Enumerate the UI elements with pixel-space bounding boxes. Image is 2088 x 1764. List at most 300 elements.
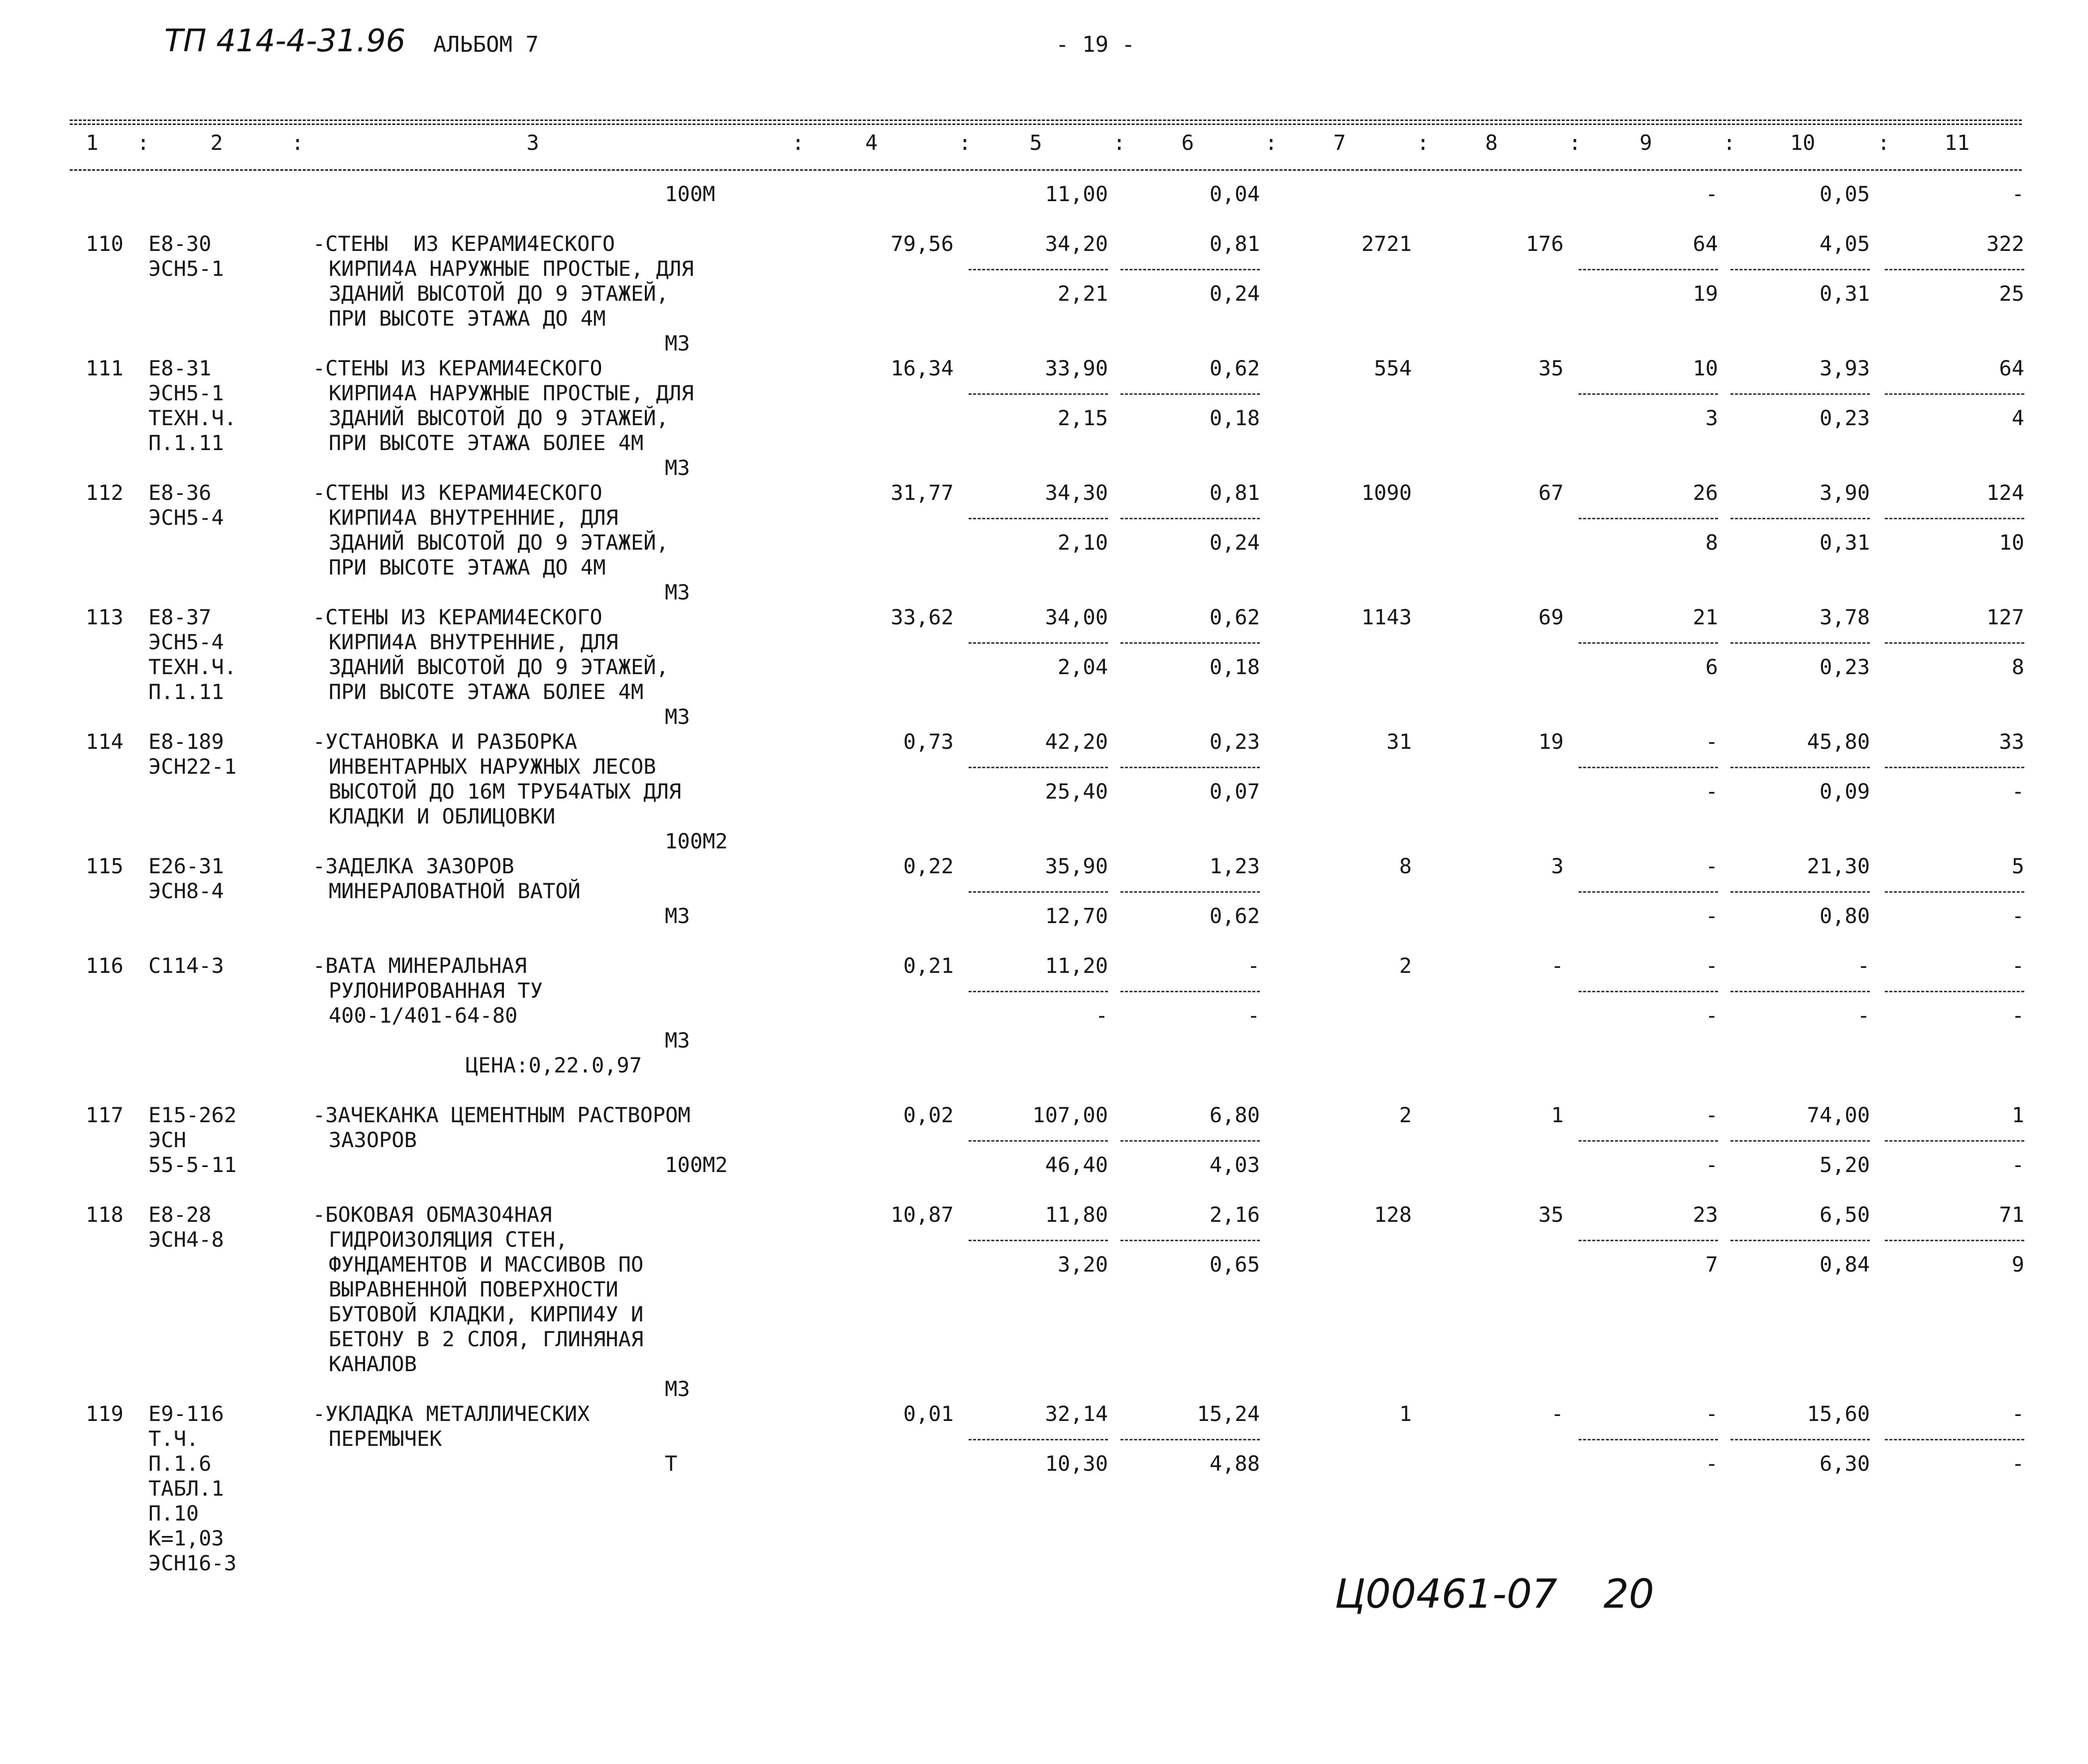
cell-8: 1: [1551, 1103, 1564, 1127]
unit-label: М3: [665, 1377, 690, 1401]
cell-11-lower: -: [2011, 1153, 2024, 1177]
fraction-line: [1885, 642, 2024, 644]
work-description: БУТОВОЙ КЛАДКИ, КИРПИ4У И: [329, 1302, 644, 1326]
cell-6: 6,80: [1209, 1103, 1260, 1127]
fraction-line: [969, 1240, 1108, 1241]
cell-5: 35,90: [1045, 854, 1108, 878]
fraction-line: [1885, 767, 2024, 768]
rate-code: Е9-116: [148, 1402, 224, 1426]
cell-9: 23: [1693, 1202, 1718, 1227]
table-top-rule: [70, 119, 2022, 121]
cell-6: 0,81: [1209, 480, 1260, 505]
cell-5-lower: 2,15: [1057, 406, 1108, 430]
rate-code: Е8-189: [148, 729, 224, 754]
work-description: ЗДАНИЙ ВЫСОТОЙ ДО 9 ЭТАЖЕЙ,: [329, 655, 669, 679]
cell-11: 71: [1999, 1202, 2024, 1227]
album-label: АЛЬБОМ 7: [433, 32, 539, 57]
rate-code: ЭСН5-4: [148, 630, 224, 654]
work-description: -СТЕНЫ ИЗ КЕРАМИ4ЕСКОГО: [313, 605, 603, 629]
cell-11: 322: [1986, 232, 2024, 256]
table-header-rule: [70, 169, 2022, 171]
fraction-line: [1579, 1240, 1718, 1241]
cell-10: -: [1857, 953, 1870, 978]
cell-9-lower: 19: [1693, 281, 1718, 306]
fraction-line: [969, 1140, 1108, 1142]
fraction-line: [1579, 269, 1718, 270]
cell-5-lower: 2,21: [1057, 281, 1108, 306]
cell-5-lower: 12,70: [1045, 904, 1108, 928]
fraction-line: [1730, 1140, 1870, 1142]
rate-code: ТЕХН.Ч.: [148, 406, 237, 430]
column-number: 9: [1639, 130, 1652, 155]
fraction-line: [1730, 269, 1870, 270]
column-number: 6: [1181, 130, 1194, 155]
cell-11: -: [2011, 1402, 2024, 1426]
cell-c10: 0,05: [1819, 182, 1870, 206]
cell-9: 21: [1693, 605, 1718, 629]
cell-11: -: [2011, 953, 2024, 978]
cell-9: 26: [1693, 480, 1718, 505]
fraction-line: [1730, 642, 1870, 644]
work-description: 400-1/401-64-80: [329, 1003, 518, 1028]
fraction-line: [969, 518, 1108, 519]
cell-4: 10,87: [890, 1202, 954, 1227]
cell-11-lower: 10: [1999, 530, 2024, 555]
work-description: ВЫСОТОЙ ДО 16М ТРУБ4АТЫХ ДЛЯ: [329, 779, 682, 804]
fraction-line: [1120, 1439, 1260, 1440]
cell-c9: -: [1705, 182, 1718, 206]
fraction-line: [1885, 1240, 2024, 1241]
column-separator: :: [291, 130, 304, 155]
rate-code: ЭСН5-1: [148, 256, 224, 281]
cell-7: 2: [1399, 1103, 1412, 1127]
cell-8: 3: [1551, 854, 1564, 878]
cell-4: 0,22: [903, 854, 954, 878]
column-separator: :: [1265, 130, 1278, 155]
cell-6: 0,23: [1209, 729, 1260, 754]
cell-7: 1090: [1361, 480, 1412, 505]
work-description: ВЫРАВНЕННОЙ ПОВЕРХНОСТИ: [329, 1277, 618, 1301]
fraction-line: [1885, 518, 2024, 519]
cell-6-lower: 4,88: [1209, 1451, 1260, 1476]
work-description: БЕТОНУ В 2 СЛОЯ, ГЛИНЯНАЯ: [329, 1327, 644, 1351]
cell-9-lower: 6: [1705, 655, 1718, 679]
cell-11-lower: -: [2011, 1451, 2024, 1476]
cell-10-lower: 0,23: [1819, 655, 1870, 679]
work-description: ПРИ ВЫСОТЕ ЭТАЖА ДО 4М: [329, 555, 606, 580]
cell-5: 34,20: [1045, 232, 1108, 256]
cell-9-lower: -: [1705, 1153, 1718, 1177]
rate-code: ЭСН8-4: [148, 879, 224, 903]
cell-7: 2721: [1361, 232, 1412, 256]
work-description: -ЗАЧЕКАНКА ЦЕМЕНТНЫМ РАСТВОРОМ: [313, 1103, 691, 1127]
column-number: 10: [1790, 130, 1816, 155]
row-number: 110: [86, 232, 123, 256]
cell-5: 32,14: [1045, 1402, 1108, 1426]
cell-6-lower: 0,62: [1209, 904, 1260, 928]
cell-9-lower: 3: [1705, 406, 1718, 430]
cell-5-lower: -: [1095, 1003, 1108, 1028]
cell-8: 35: [1538, 1202, 1564, 1227]
cell-5: 11,80: [1045, 1202, 1108, 1227]
cell-6-lower: -: [1247, 1003, 1260, 1028]
rate-code: С114-3: [148, 953, 224, 978]
page-number: - 19 -: [1056, 32, 1135, 57]
unit-label: 100М2: [665, 1153, 728, 1177]
work-description: КЛАДКИ И ОБЛИЦОВКИ: [329, 804, 556, 828]
work-description: РУЛОНИРОВАННАЯ ТУ: [329, 978, 543, 1003]
cell-10: 3,78: [1819, 605, 1870, 629]
work-description: -ЗАДЕЛКА ЗАЗОРОВ: [313, 854, 514, 878]
cell-6: 1,23: [1209, 854, 1260, 878]
cell-10-lower: 0,23: [1819, 406, 1870, 430]
column-separator: :: [1569, 130, 1582, 155]
rate-code: ТАБЛ.1: [148, 1476, 224, 1501]
row-number: 111: [86, 356, 123, 380]
unit-label: М3: [665, 456, 690, 480]
fraction-line: [969, 891, 1108, 893]
unit-label: 100М: [665, 182, 716, 206]
cell-c6: 0,04: [1209, 182, 1260, 206]
row-number: 117: [86, 1103, 123, 1127]
cell-4: 31,77: [890, 480, 954, 505]
fraction-line: [969, 991, 1108, 992]
rate-code: Е8-31: [148, 356, 212, 380]
fraction-line: [969, 767, 1108, 768]
cell-7: 31: [1386, 729, 1412, 754]
cell-10-lower: 0,80: [1819, 904, 1870, 928]
row-number: 115: [86, 854, 123, 878]
cell-11: 124: [1986, 480, 2024, 505]
fraction-line: [1579, 991, 1718, 992]
cell-5-lower: 25,40: [1045, 779, 1108, 804]
column-separator: :: [792, 130, 805, 155]
fraction-line: [1120, 891, 1260, 893]
column-number: 8: [1485, 130, 1498, 155]
fraction-line: [1885, 991, 2024, 992]
cell-9: -: [1705, 854, 1718, 878]
fraction-line: [1579, 891, 1718, 893]
cell-10-lower: -: [1857, 1003, 1870, 1028]
rate-code: Е8-37: [148, 605, 212, 629]
cell-6: 0,62: [1209, 356, 1260, 380]
cell-10-lower: 0,31: [1819, 281, 1870, 306]
cell-5: 33,90: [1045, 356, 1108, 380]
cell-10: 6,50: [1819, 1202, 1870, 1227]
unit-label: М3: [665, 904, 690, 928]
column-number: 11: [1944, 130, 1970, 155]
cell-9-lower: 7: [1705, 1252, 1718, 1277]
cell-6-lower: 0,65: [1209, 1252, 1260, 1277]
work-description: ФУНДАМЕНТОВ И МАССИВОВ ПО: [329, 1252, 644, 1277]
cell-6-lower: 0,18: [1209, 406, 1260, 430]
cell-6-lower: 0,24: [1209, 281, 1260, 306]
row-number: 119: [86, 1402, 123, 1426]
column-number: 5: [1029, 130, 1042, 155]
column-number: 7: [1333, 130, 1346, 155]
cell-11: 1: [2011, 1103, 2024, 1127]
cell-11: 5: [2011, 854, 2024, 878]
cell-4: 0,02: [903, 1103, 954, 1127]
fraction-line: [1120, 767, 1260, 768]
cell-10: 4,05: [1819, 232, 1870, 256]
stamp-number: Ц00461-07: [1335, 1571, 1558, 1617]
rate-code: Т.Ч.: [148, 1426, 199, 1451]
cell-11: 33: [1999, 729, 2024, 754]
cell-10-lower: 5,20: [1819, 1153, 1870, 1177]
cell-5-lower: 2,04: [1057, 655, 1108, 679]
fraction-line: [1579, 642, 1718, 644]
work-description: КИРПИ4А ВНУТРЕННИЕ, ДЛЯ: [329, 630, 618, 654]
unit-label: М3: [665, 1028, 690, 1053]
cell-4: 0,01: [903, 1402, 954, 1426]
cell-8: 19: [1538, 729, 1564, 754]
work-description: -БОКОВАЯ ОБМАЗО4НАЯ: [313, 1202, 552, 1227]
cell-4: 16,34: [890, 356, 954, 380]
cell-5-lower: 2,10: [1057, 530, 1108, 555]
column-number: 4: [865, 130, 878, 155]
column-separator: :: [1113, 130, 1126, 155]
fraction-line: [1885, 1439, 2024, 1440]
cell-10-lower: 0,84: [1819, 1252, 1870, 1277]
cell-10: 15,60: [1807, 1402, 1870, 1426]
cell-9: 10: [1693, 356, 1718, 380]
cell-8: 69: [1538, 605, 1564, 629]
cell-7: 2: [1399, 953, 1412, 978]
rate-code: ЭСН5-4: [148, 505, 224, 530]
cell-9-lower: 8: [1705, 530, 1718, 555]
rate-code: Е15-262: [148, 1103, 237, 1127]
fraction-line: [1730, 518, 1870, 519]
work-description: КАНАЛОВ: [329, 1352, 417, 1376]
work-description: -СТЕНЫ ИЗ КЕРАМИ4ЕСКОГО: [313, 356, 603, 380]
work-description: ИНВЕНТАРНЫХ НАРУЖНЫХ ЛЕСОВ: [329, 754, 656, 779]
fraction-line: [969, 642, 1108, 644]
work-description: -УСТАНОВКА И РАЗБОРКА: [313, 729, 578, 754]
cell-10: 74,00: [1807, 1103, 1870, 1127]
rate-code: К=1,03: [148, 1526, 224, 1550]
cell-11: 127: [1986, 605, 2024, 629]
cell-10: 3,93: [1819, 356, 1870, 380]
column-number: 1: [86, 130, 99, 155]
fraction-line: [1579, 1140, 1718, 1142]
cell-5: 34,00: [1045, 605, 1108, 629]
work-description: ПРИ ВЫСОТЕ ЭТАЖА БОЛЕЕ 4М: [329, 431, 644, 455]
unit-label: Т: [665, 1451, 678, 1476]
cell-8: -: [1551, 1402, 1564, 1426]
row-number: 112: [86, 480, 123, 505]
fraction-line: [1730, 1240, 1870, 1241]
work-description: КИРПИ4А ВНУТРЕННИЕ, ДЛЯ: [329, 505, 618, 530]
cell-c5: 11,00: [1045, 182, 1108, 206]
rate-code: ЭСН: [148, 1128, 186, 1152]
work-description: ПРИ ВЫСОТЕ ЭТАЖА ДО 4М: [329, 306, 606, 331]
fraction-line: [1730, 393, 1870, 395]
work-description: -ВАТА МИНЕРАЛЬНАЯ: [313, 953, 527, 978]
work-description: КИРПИ4А НАРУЖНЫЕ ПРОСТЫЕ, ДЛЯ: [329, 381, 694, 405]
unit-label: М3: [665, 580, 690, 604]
fraction-line: [969, 393, 1108, 395]
cell-6: 2,16: [1209, 1202, 1260, 1227]
rate-code: ЭСН5-1: [148, 381, 224, 405]
work-description: ПРИ ВЫСОТЕ ЭТАЖА БОЛЕЕ 4М: [329, 680, 644, 704]
cell-11-lower: -: [2011, 904, 2024, 928]
cell-10-lower: 0,09: [1819, 779, 1870, 804]
cell-9: -: [1705, 953, 1718, 978]
fraction-line: [969, 1439, 1108, 1440]
work-description: -УКЛАДКА МЕТАЛЛИЧЕСКИХ: [313, 1402, 590, 1426]
row-number: 113: [86, 605, 123, 629]
cell-9-lower: -: [1705, 779, 1718, 804]
cell-9: -: [1705, 1402, 1718, 1426]
cell-6-lower: 0,18: [1209, 655, 1260, 679]
cell-5-lower: 10,30: [1045, 1451, 1108, 1476]
cell-6: -: [1247, 953, 1260, 978]
cell-6-lower: 4,03: [1209, 1153, 1260, 1177]
cell-5: 11,20: [1045, 953, 1108, 978]
row-number: 114: [86, 729, 123, 754]
work-description: ЗДАНИЙ ВЫСОТОЙ ДО 9 ЭТАЖЕЙ,: [329, 530, 669, 555]
cell-11-lower: 9: [2011, 1252, 2024, 1277]
rate-code: П.1.11: [148, 431, 224, 455]
fraction-line: [1120, 393, 1260, 395]
rate-code: ЭСН4-8: [148, 1227, 224, 1252]
cell-10-lower: 0,31: [1819, 530, 1870, 555]
cell-9: -: [1705, 729, 1718, 754]
cell-4: 0,73: [903, 729, 954, 754]
unit-label: 100М2: [665, 829, 728, 853]
fraction-line: [1120, 642, 1260, 644]
rate-code: ЭСН16-3: [148, 1551, 237, 1575]
column-separator: :: [959, 130, 972, 155]
rate-code: Е8-30: [148, 232, 212, 256]
cell-6: 0,62: [1209, 605, 1260, 629]
price-note: ЦЕНА:0,22.0,97: [466, 1053, 642, 1077]
fraction-line: [969, 269, 1108, 270]
fraction-line: [1579, 393, 1718, 395]
cell-5: 42,20: [1045, 729, 1108, 754]
cell-9: 64: [1693, 232, 1718, 256]
fraction-line: [1579, 518, 1718, 519]
cell-9: -: [1705, 1103, 1718, 1127]
rate-code: П.1.6: [148, 1451, 212, 1476]
column-number: 2: [210, 130, 223, 155]
fraction-line: [1120, 269, 1260, 270]
work-description: -СТЕНЫ ИЗ КЕРАМИ4ЕСКОГО: [313, 232, 615, 256]
cell-5: 107,00: [1032, 1103, 1108, 1127]
fraction-line: [1120, 991, 1260, 992]
cell-9-lower: -: [1705, 1003, 1718, 1028]
unit-label: М3: [665, 331, 690, 355]
work-description: ЗДАНИЙ ВЫСОТОЙ ДО 9 ЭТАЖЕЙ,: [329, 281, 669, 306]
cell-10: 45,80: [1807, 729, 1870, 754]
cell-8: -: [1551, 953, 1564, 978]
cell-9-lower: -: [1705, 904, 1718, 928]
cell-11-lower: -: [2011, 779, 2024, 804]
fraction-line: [1730, 767, 1870, 768]
work-description: ПЕРЕМЫЧЕК: [329, 1426, 442, 1451]
fraction-line: [1885, 1140, 2024, 1142]
work-description: ЗАЗОРОВ: [329, 1128, 417, 1152]
cell-4: 0,21: [903, 953, 954, 978]
cell-7: 8: [1399, 854, 1412, 878]
cell-7: 554: [1374, 356, 1412, 380]
cell-5: 34,30: [1045, 480, 1108, 505]
cell-6: 0,81: [1209, 232, 1260, 256]
fraction-line: [1120, 1240, 1260, 1241]
cell-c11: -: [2011, 182, 2024, 206]
cell-10-lower: 6,30: [1819, 1451, 1870, 1476]
rate-code: ТЕХН.Ч.: [148, 655, 237, 679]
column-separator: :: [1417, 130, 1430, 155]
rate-code: Е8-36: [148, 480, 212, 505]
work-description: ГИДРОИЗОЛЯЦИЯ СТЕН,: [329, 1227, 568, 1252]
cell-7: 1143: [1361, 605, 1412, 629]
cell-6: 15,24: [1197, 1402, 1260, 1426]
cell-11-lower: 8: [2011, 655, 2024, 679]
cell-11-lower: 25: [1999, 281, 2024, 306]
cell-8: 35: [1538, 356, 1564, 380]
fraction-line: [1730, 991, 1870, 992]
cell-4: 33,62: [890, 605, 954, 629]
rate-code: П.1.11: [148, 680, 224, 704]
table-top-rule-2: [70, 123, 2022, 125]
cell-11-lower: 4: [2011, 406, 2024, 430]
rate-code: Е26-31: [148, 854, 224, 878]
column-separator: :: [1877, 130, 1890, 155]
fraction-line: [1730, 891, 1870, 893]
cell-6-lower: 0,24: [1209, 530, 1260, 555]
rate-code: 55-5-11: [148, 1153, 237, 1177]
cell-7: 1: [1399, 1402, 1412, 1426]
cell-4: 79,56: [890, 232, 954, 256]
cell-10: 3,90: [1819, 480, 1870, 505]
rate-code: Е8-28: [148, 1202, 212, 1227]
cell-5-lower: 3,20: [1057, 1252, 1108, 1277]
row-number: 116: [86, 953, 123, 978]
sheet-number: 20: [1603, 1571, 1654, 1617]
fraction-line: [1579, 1439, 1718, 1440]
row-number: 118: [86, 1202, 123, 1227]
cell-8: 67: [1538, 480, 1564, 505]
fraction-line: [1885, 269, 2024, 270]
fraction-line: [1885, 891, 2024, 893]
unit-label: М3: [665, 705, 690, 729]
cell-8: 176: [1526, 232, 1564, 256]
work-description: -СТЕНЫ ИЗ КЕРАМИ4ЕСКОГО: [313, 480, 603, 505]
column-separator: :: [137, 130, 150, 155]
work-description: КИРПИ4А НАРУЖНЫЕ ПРОСТЫЕ, ДЛЯ: [329, 256, 694, 281]
column-separator: :: [1723, 130, 1736, 155]
document-code: ТП 414-4-31.96: [164, 22, 406, 59]
fraction-line: [1120, 1140, 1260, 1142]
fraction-line: [1885, 393, 2024, 395]
cell-11-lower: -: [2011, 1003, 2024, 1028]
rate-code: П.10: [148, 1501, 199, 1526]
fraction-line: [1579, 767, 1718, 768]
cell-5-lower: 46,40: [1045, 1153, 1108, 1177]
cell-10: 21,30: [1807, 854, 1870, 878]
cell-6-lower: 0,07: [1209, 779, 1260, 804]
cell-11: 64: [1999, 356, 2024, 380]
column-number: 3: [526, 130, 539, 155]
cell-7: 128: [1374, 1202, 1412, 1227]
work-description: ЗДАНИЙ ВЫСОТОЙ ДО 9 ЭТАЖЕЙ,: [329, 406, 669, 430]
rate-code: ЭСН22-1: [148, 754, 237, 779]
fraction-line: [1120, 518, 1260, 519]
work-description: МИНЕРАЛОВАТНОЙ ВАТОЙ: [329, 879, 581, 903]
fraction-line: [1730, 1439, 1870, 1440]
